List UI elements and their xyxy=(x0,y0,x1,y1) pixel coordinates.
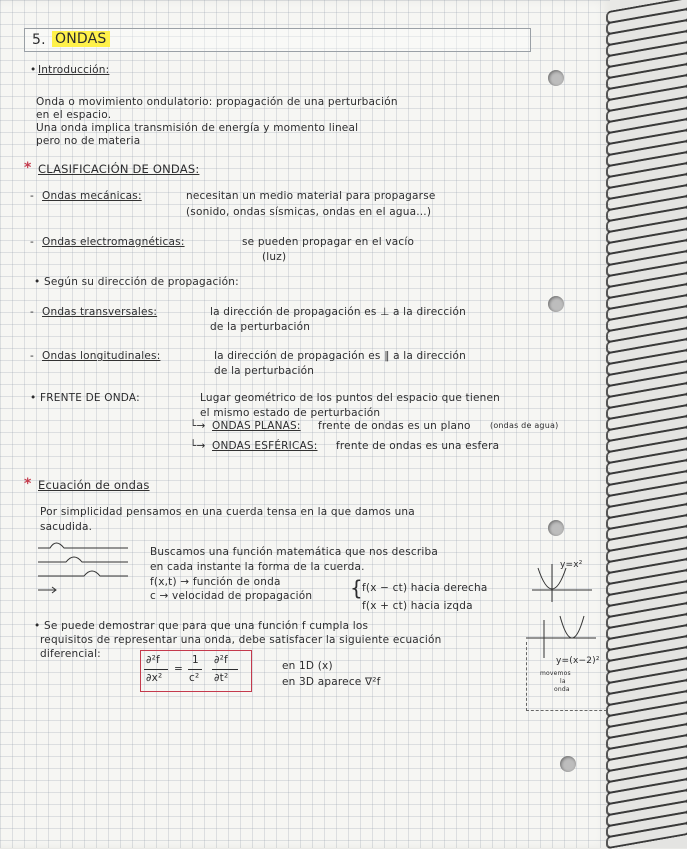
frente-text-2: el mismo estado de perturbación xyxy=(200,407,381,419)
intro-line-4: pero no de materia xyxy=(36,135,141,147)
longitudinales-text: la dirección de propagación es ∥ a la dirección xyxy=(214,350,467,362)
ecuacion-p1b: sacudida. xyxy=(40,521,93,533)
electro-term: Ondas electromagnéticas: xyxy=(42,236,185,248)
eq-lhs-den: ∂x² xyxy=(146,672,163,684)
punch-hole xyxy=(548,296,564,312)
punch-hole xyxy=(560,756,576,772)
esfericas-text: frente de ondas es una esfera xyxy=(336,440,500,452)
graph2-note-3: onda xyxy=(554,686,570,693)
graph2-note-2: la xyxy=(560,678,566,685)
intro-line-3: Una onda implica transmisión de energía y momento lineal xyxy=(36,122,359,134)
clasificacion-heading: CLASIFICACIÓN DE ONDAS: xyxy=(38,162,200,176)
pulse-sketch xyxy=(36,538,136,598)
section-number: 5. xyxy=(32,32,46,48)
notebook-page: 5. ONDAS • Introducción: Onda o movimiento ondulatorio: propagación de una perturbación en el espacio. Una onda implica transmisión de energía y momento lineal pero no de materia * CLASIFICACIÓN DE ONDAS: - Ondas mecánicas: necesitan un medio material para propagarse (sonido, ondas sísmicas, ondas en el agua...) - Ondas electromagnéticas: se pueden propagar en el vacío (luz) • Según su dirección de propagación: - Ondas transversales: la dirección de propagación es ⊥ a la dirección de la perturbación - Ondas longitudinales: la dirección de propagación es ∥ a la dirección de la perturbación • FRENTE DE ONDA: Lugar geométrico de los puntos del espacio que tienen el mismo estado de perturbación └→ ONDAS PLANAS: frente de ondas es un plano (ondas de agua) └→ ONDAS ESFÉRICAS: frente de ondas es una esfera * Ecuación de ondas Por simplicidad pensamos en una cuerda tensa en la que damos una sacudida. Buscamos una función matemática que nos describa en cada instante la forma de la cuerda. f(x,t) → función de onda c → velocidad de propagación { f(x − ct) hacia derecha f(x + ct) hacia izqda y=x² y=(x−2)² movemos la onda • Se puede demostrar que para que una función f cumpla los requisitos de representar una onda, debe satisfacer la siguiente ecuación diferencial: ∂²f ∂x² = 1 c² ∂²f ∂t² en 1D (x) en 3D aparece ∇²f xyxy=(0,0,610,848)
electro-text: se pueden propagar en el vacío xyxy=(242,236,415,248)
ecuacion-b2: en cada instante la forma de la cuerda. xyxy=(150,561,365,573)
segun-line: Según su dirección de propagación: xyxy=(44,276,239,288)
star-icon-2: * xyxy=(24,476,32,492)
esfericas-term: ONDAS ESFÉRICAS: xyxy=(212,440,318,452)
transversales-text: la dirección de propagación es ⊥ a la dirección xyxy=(210,306,466,318)
eq-rhs-den: ∂t² xyxy=(214,672,229,684)
graph2-label: y=(x−2)² xyxy=(556,656,600,666)
intro-line-1: Onda o movimiento ondulatorio: propagación de una perturbación xyxy=(36,96,398,108)
graph1-label: y=x² xyxy=(560,560,583,570)
ecuacion-b3: f(x,t) → función de onda xyxy=(150,576,281,588)
intro-heading: Introducción: xyxy=(38,64,110,76)
intro-line-2: en el espacio. xyxy=(36,109,112,121)
frente-text: Lugar geométrico de los puntos del espacio que tienen xyxy=(200,392,500,404)
star-icon: * xyxy=(24,160,32,176)
planas-text: frente de ondas es un plano xyxy=(318,420,471,432)
side-note-2: en 3D aparece ∇²f xyxy=(282,676,381,688)
mecanicas-text: necesitan un medio material para propagarse xyxy=(186,190,436,202)
mecanicas-term: Ondas mecánicas: xyxy=(42,190,142,202)
ecuacion-p2b: requisitos de representar una onda, debe satisfacer la siguiente ecuación xyxy=(40,634,442,646)
punch-hole xyxy=(548,520,564,536)
ecuacion-b1: Buscamos una función matemática que nos describa xyxy=(150,546,438,558)
eq-lhs-num: ∂²f xyxy=(146,654,160,666)
dashed-box xyxy=(526,642,607,711)
graph2-note-1: movemos xyxy=(540,670,571,677)
ecuacion-r1: f(x − ct) hacia derecha xyxy=(362,582,488,594)
planas-term: ONDAS PLANAS: xyxy=(212,420,301,432)
ecuacion-p2c: diferencial: xyxy=(40,648,101,660)
side-note-1: en 1D (x) xyxy=(282,660,333,672)
eq-rhs-num: ∂²f xyxy=(214,654,228,666)
planas-note: (ondas de agua) xyxy=(490,421,559,430)
ecuacion-heading: Ecuación de ondas xyxy=(38,478,150,492)
ecuacion-b4: c → velocidad de propagación xyxy=(150,590,313,602)
eq-equals: = xyxy=(174,663,183,675)
longitudinales-term: Ondas longitudinales: xyxy=(42,350,161,362)
ecuacion-r2: f(x + ct) hacia izqda xyxy=(362,600,473,612)
eq-frac-den: c² xyxy=(189,672,200,684)
ecuacion-p1: Por simplicidad pensamos en una cuerda tensa en la que damos una xyxy=(40,506,415,518)
ecuacion-p2a: Se puede demostrar que para que una función f cumpla los xyxy=(44,620,369,632)
punch-hole xyxy=(548,70,564,86)
frente-term: FRENTE DE ONDA: xyxy=(40,392,140,404)
mecanicas-text-2: (sonido, ondas sísmicas, ondas en el agua...) xyxy=(186,206,432,218)
eq-frac-num: 1 xyxy=(192,654,199,666)
longitudinales-text-2: de la perturbación xyxy=(214,365,315,377)
electro-text-2: (luz) xyxy=(262,251,287,263)
page-title: ONDAS xyxy=(52,31,110,47)
transversales-term: Ondas transversales: xyxy=(42,306,158,318)
transversales-text-2: de la perturbación xyxy=(210,321,311,333)
